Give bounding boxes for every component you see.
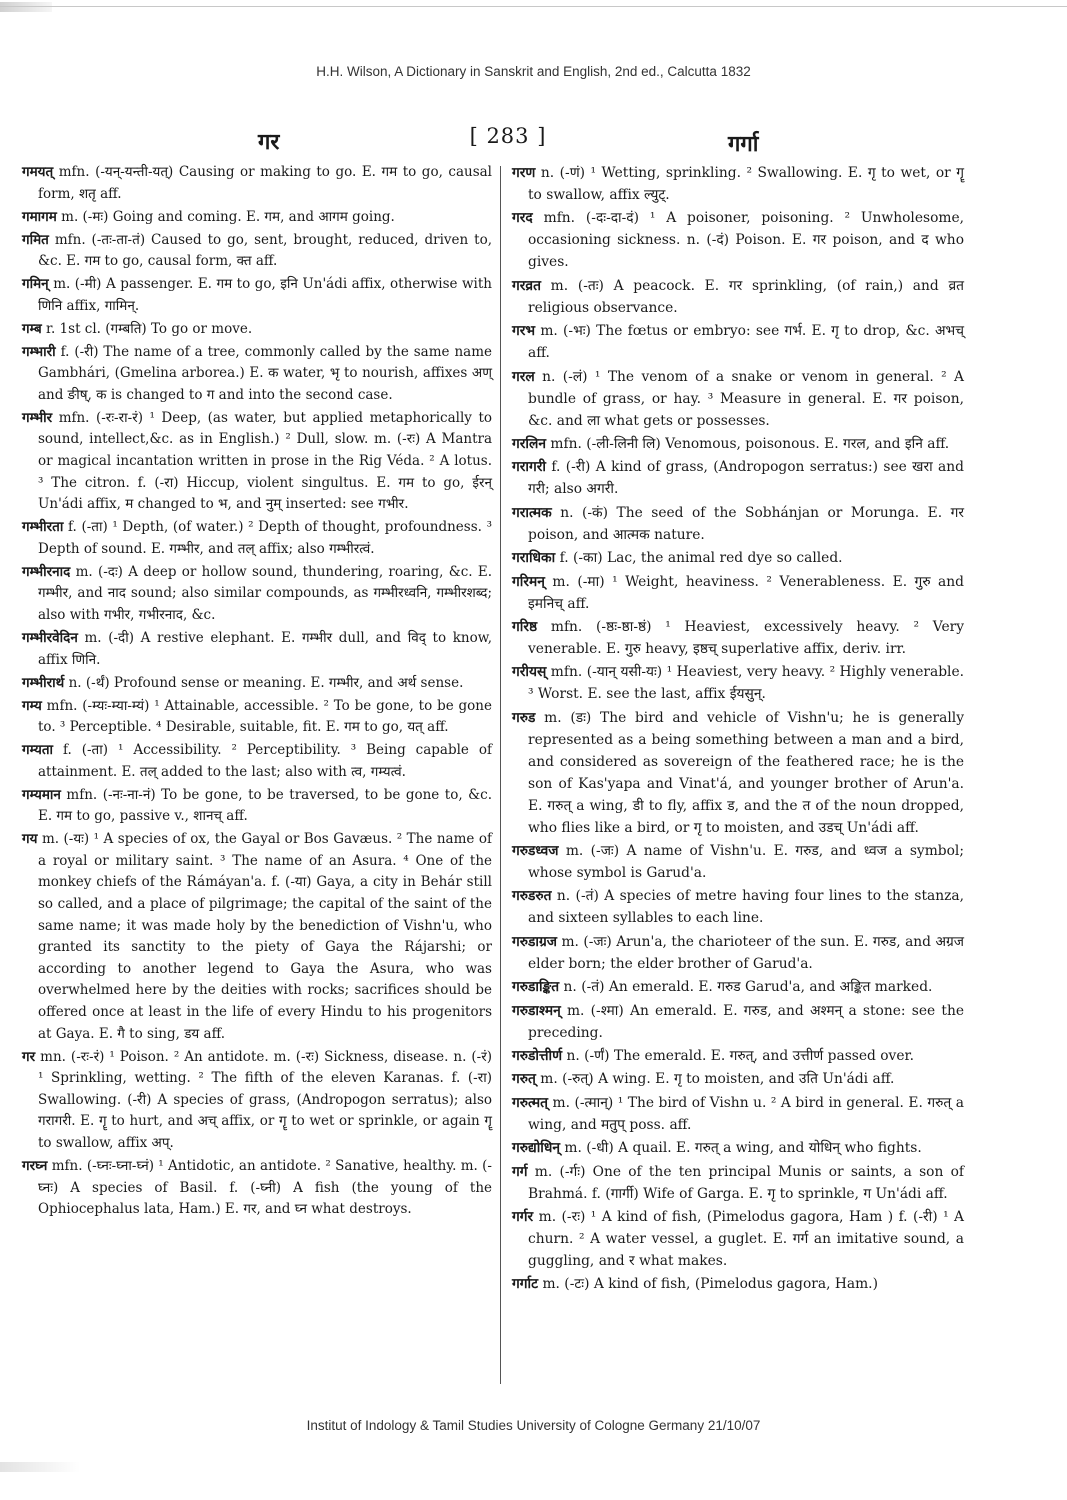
entry-definition: m. (-भः) The fœtus or embryo: see गर्भ. E. गृ to drop, &c. अभच् aff. — [528, 323, 964, 362]
running-head-right: गर्गा — [728, 131, 759, 157]
entry-definition: m. (-यः) ¹ A species of ox, the Gayal or Bos Gavæus. ² The name of a royal or military saint. ³ The name of an Asura. ⁴ One of the monkey chiefs of the Rámáyan'a. f. (-या) Gaya, a city in Behár still so called, and a place of pilgrimage; the capital of the saint of the same name; it was made holy by the benediction of Vishn'u, who granted its sanctity to the piety of Gaya the Rájarshi; or according to another legend to Gaya the Asura, who was overwhelmed here by the deities with rocks; sacrifices should be offered once at least in the life of every Hindu to his progenitors at Gaya. E. गै to sing, डय aff. — [38, 831, 492, 1042]
entry-definition: m. (-दः) A deep or hollow sound, thundering, roaring, &c. E. गम्भीर, and नाद sound; also similar compounds, as गम्भीरध्वनि, गम्भीरशब्द; also with गभीर, गभीरनाद, &c. — [38, 563, 492, 623]
entry-headword: गम्भीरवेदिन — [22, 629, 78, 646]
entry-definition: mfn. (-घ्नः-घ्ना-घ्नं) ¹ Antidotic, an antidote. ² Sanative, healthy. m. (-घ्नः) A species of Basil. f. (-घ्नी) A fish (the young of the Ophiocephalus lata, Ham.) E. गर, and घ्न what destroys. — [38, 1157, 492, 1218]
dictionary-entry — [512, 707, 964, 839]
entry-headword: गर्गर — [512, 1208, 534, 1225]
entry-definition: mfn. (-यान् यसी-यः) ¹ Heaviest, very heavy. ² Highly venerable. ³ Worst. E. see the last, affix ईयसुन्. — [528, 664, 965, 703]
entry-definition: m. (-जः) A name of Vishn'u. E. गरुड, and ध्वज a symbol; whose symbol is Garud'a. — [528, 843, 964, 882]
entry-headword: गय — [22, 831, 38, 848]
entry-headword: गम्यमान — [22, 786, 61, 803]
entry-headword: गरद — [512, 210, 533, 227]
dictionary-entry — [22, 740, 492, 783]
entry-headword: गरुत्मत् — [512, 1094, 549, 1111]
entry-definition: m. (-र्गः) One of the ten principal Munis or saints, a son of Brahmá. f. (गार्गी) Wife of Garga. E. गृ to sprinkle, ग Un'ádi aff. — [528, 1163, 965, 1202]
entry-headword: गरघ्न — [22, 1157, 48, 1174]
entry-definition: mfn. (-नः-ना-नं) To be gone, to be traversed, to be gone to, &c. E. गम to go, passive v., शानच् aff. — [38, 786, 492, 825]
dictionary-entry — [22, 696, 492, 739]
dictionary-entry — [512, 1000, 964, 1044]
entry-headword: गमयत् — [22, 164, 54, 180]
entry-headword: गरल — [512, 368, 535, 385]
running-head — [0, 124, 1067, 158]
dictionary-entry — [22, 342, 492, 407]
entry-definition: n. (-तं) An emerald. E. गरुड Garud'a, and अङ्कित marked. — [563, 979, 933, 996]
entry-definition: m. (-मः) Going and coming. E. गम, and आगम going. — [61, 208, 395, 225]
entry-headword: गमित — [22, 231, 49, 248]
entry-definition: m. (-मी) A passenger. E. गम to go, इनि Un'ádi affix, otherwise with णिनि affix, गामिन्. — [38, 276, 492, 314]
dictionary-entry — [512, 1137, 964, 1159]
entry-headword: गम्य — [22, 697, 42, 714]
entry-headword: गमिन् — [22, 276, 49, 293]
dictionary-entry — [22, 829, 492, 1045]
entry-definition: mfn. (-म्यः-म्या-म्यं) ¹ Attainable, accessible. ² To be gone, to be gone to. ³ Perceptible. ⁴ Desirable, suitable, fit. E. गम to go, यत् aff. — [38, 697, 492, 736]
dictionary-entry — [512, 616, 964, 660]
entry-definition: m. (-श्मा) An emerald. E. गरुड, and अश्मन् a stone: see the preceding. — [528, 1002, 964, 1041]
entry-headword: गरुडाग्रज — [512, 933, 557, 950]
entry-headword: गरुत् — [512, 1071, 536, 1088]
dictionary-entry — [22, 230, 492, 273]
entry-definition: f. (-री) The name of a tree, commonly called by the same name Gambhári, (Gmelina arborea.) E. क water, भृ to nourish, affixes अण् and ङीष्, क is changed to ग and into the second case. — [38, 343, 492, 403]
entry-definition: n. (-र्थं) Profound sense or meaning. E. गम्भीर, and अर्थ sense. — [68, 674, 464, 691]
entry-definition: m. (-मा) ¹ Weight, heaviness. ² Venerableness. E. गुरु and इमनिच् aff. — [528, 573, 964, 612]
entry-definition: m. (-टः) A kind of fish, (Pimelodus gagora, Ham.) — [542, 1276, 878, 1293]
entry-definition: mn. (-रः-रं) ¹ Poison. ² An antidote. m. (-रः) Sickness, disease. n. (-रं) ¹ Sprinkling, wetting. ² The fifth of the eleven Karanas. f. (-रा) Swallowing. (-री) A species of grass, (Andropogon serratus); also गरागरी. E. गॄ to hurt, and अच् affix, or गॄ to wet or sprinkle, or again गॄ to swallow, affix अप्. — [38, 1048, 492, 1151]
entry-headword: गमागम — [22, 208, 57, 225]
dictionary-entry — [512, 1161, 964, 1205]
dictionary-entry — [22, 1156, 492, 1221]
entry-headword: गम्ब — [22, 320, 42, 337]
entry-definition: mfn. (-रः-रा-रं) ¹ Deep, (as water, but applied metaphorically to sound, intellect,&c. as in English.) ² Dull, slow. m. (-रः) A Mantra or magical incantation written in prose in the Rig Véda. ² A lotus. ³ The citron. f. (-रा) Hiccup, violent singultus. E. गम to go, ईरन् Un'ádi affix, म changed to भ, and नुम् inserted: see गभीर. — [38, 409, 492, 513]
scan-artifact — [0, 2, 52, 12]
entry-headword: गरभ — [512, 323, 536, 340]
dictionary-entry — [512, 320, 964, 364]
dictionary-entry — [22, 1047, 492, 1155]
dictionary-entry — [512, 571, 964, 615]
dictionary-entry — [22, 274, 492, 317]
entry-headword: गराधिका — [512, 550, 556, 567]
dictionary-entry — [512, 1068, 964, 1090]
entry-definition: m. (-जः) Arun'a, the charioteer of the sun. E. गरुड, and अग्रज elder born; the elder brother of Garud'a. — [528, 933, 964, 972]
entry-definition: mfn. (-यन्-यन्ती-यत्) Causing or making to go. E. गम to go, causal form, शतृ aff. — [38, 164, 493, 202]
dictionary-entry — [512, 502, 964, 546]
entry-definition: n. (-कं) The seed of the Sobhánjan or Morunga. E. गर poison, and आत्मक nature. — [528, 504, 964, 543]
entry-definition: f. (-ता) ¹ Depth, (of water.) ² Depth of thought, profoundness. ³ Depth of sound. E. गम्भीर, and तल् affix; also गम्भीरत्वं. — [38, 519, 492, 557]
dictionary-entry — [512, 456, 964, 500]
entry-headword: गरिष्ठ — [512, 618, 538, 635]
entry-definition: n. (-णं) ¹ Wetting, sprinkling. ² Swallowing. E. गृ to wet, or गॄ to swallow, affix ल्युट्. — [528, 165, 964, 203]
entry-headword: गम्भारी — [22, 343, 56, 360]
entry-definition: f. (-ता) ¹ Accessibility. ² Perceptibility. ³ Being capable of attainment. E. तल् added to the last; also with त्व, गम्यत्वं. — [38, 742, 492, 780]
entry-headword: गरिमन् — [512, 573, 545, 590]
entry-headword: गरुडाश्मन् — [512, 1002, 561, 1019]
entry-headword: गरात्मक — [512, 504, 552, 521]
dictionary-entry — [22, 408, 492, 516]
dictionary-entry — [512, 1045, 964, 1067]
entry-headword: गम्भीरता — [22, 519, 64, 536]
entry-definition: f. (-का) Lac, the animal red dye so called. — [559, 550, 843, 567]
entry-headword: गरागरी — [512, 459, 546, 476]
entry-definition: f. (-री) A kind of grass, (Andropogon serratus:) see खरा and गरी; also अगरी. — [528, 459, 964, 498]
entry-definition: m. (-रः) ¹ A kind of fish, (Pimelodus gagora, Ham ) f. (-री) ¹ A churn. ² A water vessel, a guglet. E. गर्ग an imitative sound, a guggling, and र what makes. — [528, 1208, 964, 1269]
right-column — [512, 162, 964, 1297]
entry-definition: m. (-तः) A peacock. E. गर sprinkling, (of rain,) and व्रत religious observance. — [528, 277, 964, 316]
dictionary-entry — [512, 162, 964, 206]
entry-headword: गरुडोत्तीर्ण — [512, 1048, 563, 1065]
entry-definition: mfn. (-दः-दा-दं) ¹ A poisoner, poisoning. ² Unwholesome, occasioning sickness. n. (-दं) Poison. E. गर poison, and द who gives. — [528, 210, 965, 271]
dictionary-entry — [22, 207, 492, 229]
entry-headword: गरुडरुत — [512, 888, 552, 905]
entry-headword: गरलिन — [512, 435, 546, 452]
dictionary-entry — [512, 840, 964, 884]
entry-definition: n. (-लं) ¹ The venom of a snake or venom in general. ² A bundle of grass, or hay. ³ Measure in general. E. गर poison, &c. and ला what gets or possesses. — [528, 368, 964, 429]
entry-headword: गम्भीरनाद — [22, 563, 71, 580]
dictionary-entry — [512, 1273, 964, 1295]
dictionary-entry — [512, 207, 964, 273]
entry-headword: गरीयस् — [512, 664, 547, 681]
dictionary-entry — [512, 661, 964, 705]
entry-definition: m. (-धी) A quail. E. गरुत् a wing, and योधिन् who fights. — [564, 1140, 922, 1157]
dictionary-entry — [512, 931, 964, 975]
entry-headword: गर्ग — [512, 1163, 528, 1180]
footer-line: Institut of Indology & Tamil Studies University of Cologne Germany 21/10/07 — [306, 1418, 761, 1433]
entry-definition: m. (-दी) A restive elephant. E. गम्भीर dull, and विद् to know, affix णिनि. — [38, 629, 492, 668]
running-head-left: गर — [258, 129, 280, 155]
dictionary-entry — [512, 433, 964, 455]
dictionary-entry — [512, 366, 964, 432]
dictionary-entry — [512, 547, 964, 569]
entry-definition: r. 1st cl. (गम्बति) To go or move. — [46, 320, 253, 337]
entry-definition: m. (-रुत्) A wing. E. गृ to moisten, and उति Un'ádi aff. — [540, 1071, 895, 1088]
source-line: H.H. Wilson, A Dictionary in Sanskrit and English, 2nd ed., Calcutta 1832 — [316, 64, 751, 79]
dictionary-entry — [22, 562, 492, 627]
entry-definition: m. (-त्मान्) ¹ The bird of Vishn u. ² A bird in general. E. गरुत् a wing, and मतुप् poss. aff. — [528, 1094, 964, 1133]
dictionary-entry — [22, 628, 492, 671]
entry-definition: mfn. (-तः-ता-तं) Caused to go, sent, brought, reduced, driven to, &c. E. गम to go, causal form, क्त aff. — [38, 231, 492, 270]
entry-headword: गर्गाट — [512, 1276, 539, 1293]
dictionary-entry — [22, 319, 492, 341]
scan-edge-line — [0, 6, 1067, 7]
entry-definition: m. (डः) The bird and vehicle of Vishn'u; he is generally represented as a being something between a man and a bird, and considered as sovereign of the feathered race; he is the son of Kas'yapa and Vinat'á, and younger brother of Arun'a. E. गरुत् a wing, डी to fly, affix ड, and the त of the noun dropped, who flies like a bird, or गृ to moisten, and उडच् Un'ádi aff. — [528, 709, 964, 836]
dictionary-entry — [22, 785, 492, 828]
entry-headword: गरुद्योधिन् — [512, 1140, 560, 1157]
entry-headword: गरुडध्वज — [512, 843, 559, 860]
dictionary-entry — [22, 673, 492, 695]
entry-definition: n. (-तं) A species of metre having four lines to the stanza, and sixteen syllables to each line. — [528, 888, 964, 927]
page-number: [ 283 ] — [469, 124, 547, 148]
entry-headword: गरव्रत — [512, 277, 541, 294]
entry-headword: गरुड — [512, 709, 536, 726]
dictionary-entry — [22, 517, 492, 560]
entry-headword: गम्यता — [22, 742, 54, 759]
dictionary-entry — [22, 162, 492, 205]
entry-definition: n. (-र्णं) The emerald. E. गरुत्, and उत्तीर्ण passed over. — [566, 1048, 914, 1065]
dictionary-entry — [512, 976, 964, 998]
left-column — [22, 162, 492, 1222]
entry-headword: गम्भीरार्थ — [22, 674, 65, 691]
entry-headword: गरण — [512, 165, 536, 181]
entry-headword: गर — [22, 1048, 36, 1065]
entry-headword: गरुडाङ्कित — [512, 979, 560, 996]
column-divider — [500, 166, 501, 1384]
entry-definition: mfn. (-ष्ठः-ष्ठा-ष्ठं) ¹ Heaviest, excessively heavy. ² Very venerable. E. गुरु heavy, इष्ठच् superlative affix, deriv. irr. — [528, 618, 965, 657]
dictionary-entry — [512, 275, 964, 319]
entry-headword: गम्भीर — [22, 409, 53, 426]
scan-artifact — [0, 1462, 80, 1472]
dictionary-entry — [512, 1092, 964, 1136]
entry-definition: mfn. (-ली-लिनी लि) Venomous, poisonous. E. गरल, and इनि aff. — [550, 435, 950, 452]
dictionary-entry — [512, 1206, 964, 1272]
dictionary-entry — [512, 885, 964, 929]
